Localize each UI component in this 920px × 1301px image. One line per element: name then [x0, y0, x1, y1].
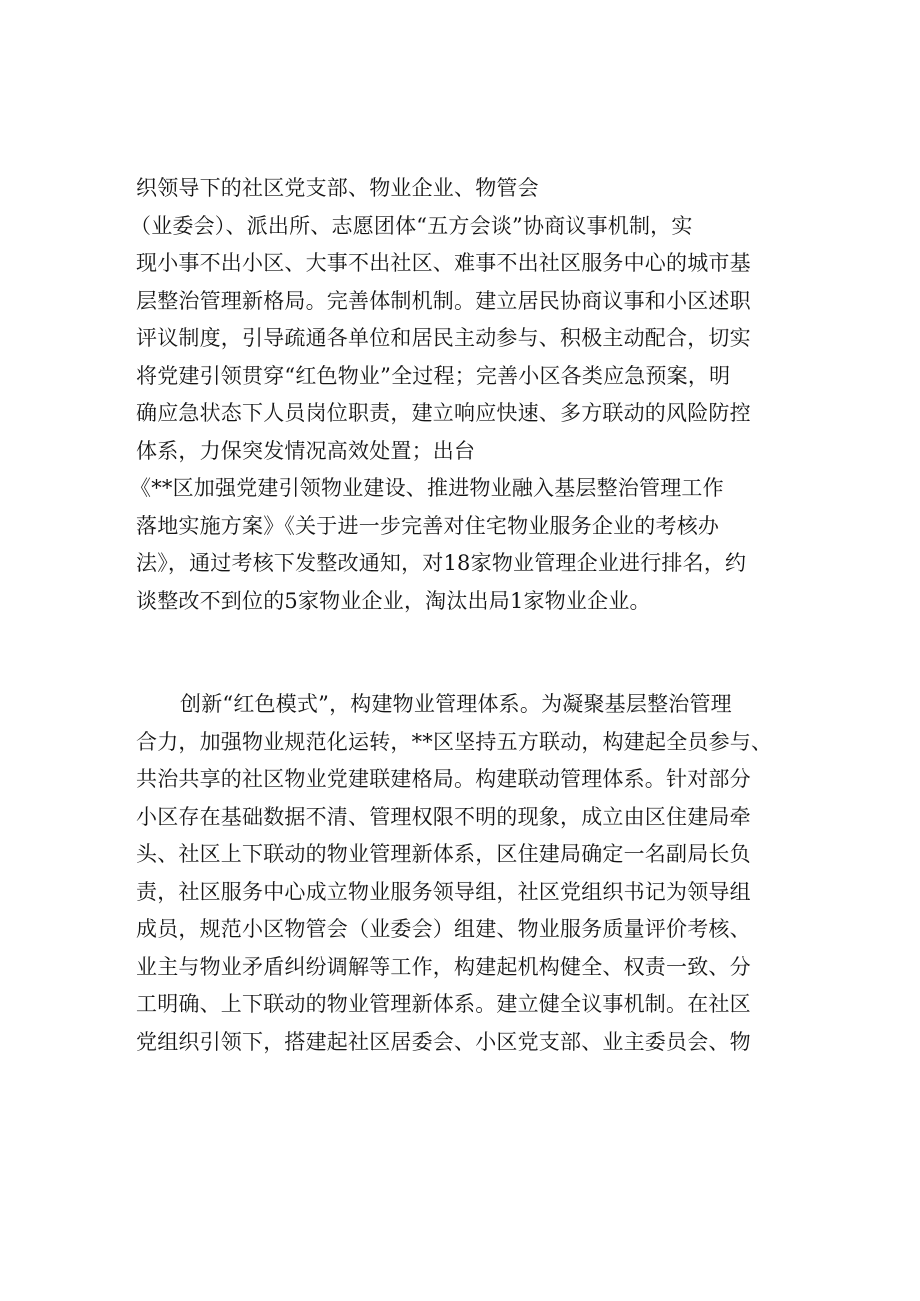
text-line: 层整治管理新格局。完善体制机制。建立居民协商议事和小区述职 [136, 288, 751, 313]
text-line: 创新“红色模式”，构建物业管理体系。为凝聚基层整治管理 [180, 692, 732, 716]
text-line: 业主与物业矛盾纠纷调解等工作，构建起机构健全、权责一致、分 [136, 954, 751, 979]
text-line: 责，社区服务中心成立物业服务领导组，社区党组织书记为领导组 [136, 879, 751, 904]
text-line: 将党建引领贯穿“红色物业”全过程；完善小区各类应急预案，明 [136, 363, 731, 388]
text-line: 落地实施方案》《关于进一步完善对住宅物业服务企业的考核办 [136, 513, 720, 538]
text-line: 成员，规范小区物管会（业委会）组建、物业服务质量评价考核、 [136, 917, 751, 941]
text-line: 确应急状态下人员岗位职责，建立响应快速、多方联动的风险防控 [136, 401, 751, 425]
text-line: 合力，加强物业规范化运转，**区坚持五方联动，构建起全员参与、 [136, 729, 773, 754]
text-line: 谈整改不到位的5家物业企业，淘汰出局1家物业企业。 [136, 588, 651, 613]
text-line: 共治共享的社区物业党建联建格局。构建联动管理体系。针对部分 [136, 767, 751, 791]
paragraph-red-model [136, 686, 806, 1061]
text-line: 体系，力保突发情况高效处置；出台 [136, 438, 476, 463]
text-line: 头、社区上下联动的物业管理新体系，区住建局确定一名副局长负 [136, 842, 751, 866]
text-line: 小区存在基础数据不清、管理权限不明的现象，成立由区住建局牵 [136, 804, 751, 829]
text-line: 工明确、上下联动的物业管理新体系。建立健全议事机制。在社区 [136, 992, 751, 1016]
text-line: 《**区加强党建引领物业建设、推进物业融入基层整治管理工作 [130, 476, 724, 500]
text-line: 现小事不出小区、大事不出社区、难事不出社区服务中心的城市基 [136, 251, 751, 275]
text-line: 织领导下的社区党支部、物业企业、物管会 [136, 176, 539, 200]
text-line: （业委会）、派出所、志愿团体“五方会谈”协商议事机制，实 [130, 213, 693, 238]
paragraph-five-party-mechanism [130, 170, 806, 620]
text-line: 法》，通过考核下发整改通知，对18家物业管理企业进行排名，约 [136, 551, 747, 575]
text-line: 党组织引领下，搭建起社区居委会、小区党支部、业主委员会、物 [136, 1029, 751, 1054]
text-line: 评议制度，引导疏通各单位和居民主动参与、积极主动配合，切实 [136, 326, 751, 350]
